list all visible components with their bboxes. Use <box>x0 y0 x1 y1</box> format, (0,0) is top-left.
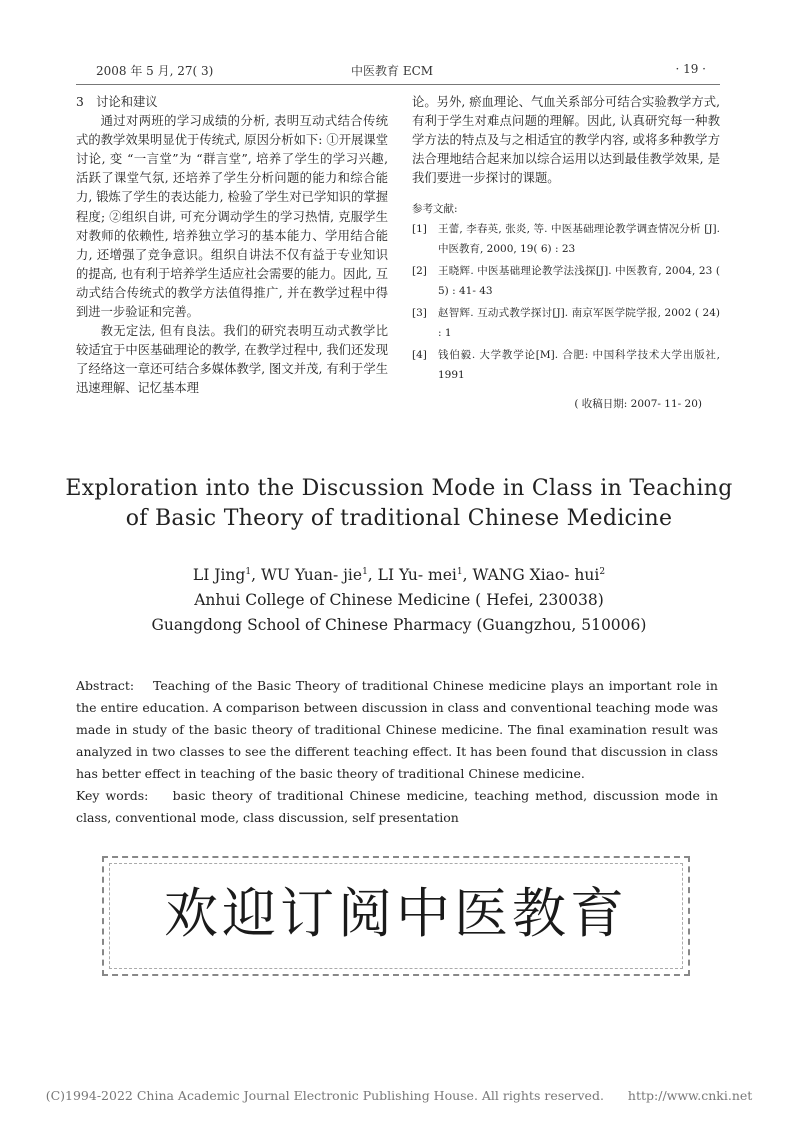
subscription-banner <box>102 856 690 976</box>
header-rule <box>76 84 720 85</box>
affiliation: Anhui College of Chinese Medicine ( Hefei, 230038) <box>194 591 604 610</box>
reference-number: [4] <box>412 349 427 362</box>
author-name: WANG Xiao- hui <box>472 566 600 585</box>
keywords <box>76 785 718 829</box>
abstract-label: Abstract: <box>76 678 135 693</box>
english-title <box>50 474 748 534</box>
author-name: LI Yu- mei <box>377 566 457 585</box>
english-title-line: of Basic Theory of traditional Chinese Medicine <box>125 506 673 531</box>
right-column <box>412 93 720 415</box>
english-title-line: Exploration into the Discussion Mode in Class in Teaching <box>65 476 733 501</box>
issue-date: 2008 年 5 月, 27( 3) <box>96 64 214 78</box>
reference-item <box>412 304 720 343</box>
abstract-block <box>76 675 718 829</box>
copyright-footer <box>0 1088 798 1103</box>
reference-text: 王晓辉. 中医基础理论教学法浅探[J]. 中医教育, 2004, 23 ( 5) : 41- 43 <box>438 265 720 297</box>
section-heading: 3 讨论和建议 <box>76 95 158 109</box>
author-block <box>50 560 748 638</box>
author-affiliation-mark: 1 <box>456 567 463 577</box>
author-separator: , <box>462 566 473 585</box>
running-header <box>96 62 706 80</box>
reference-number: [1] <box>412 223 427 236</box>
reference-number: [2] <box>412 265 427 278</box>
author-name: WU Yuan- jie <box>260 566 363 585</box>
body-paragraph: 教无定法, 但有良法。我们的研究表明互动式教学比较适宜于中医基础理论的教学, 在教学过程中, 我们还发现了经络这一章还可结合多媒体教学, 图文并茂, 有利于学生迅速理解、记忆基本理 <box>76 324 388 396</box>
body-paragraph: 通过对两班的学习成绩的分析, 表明互动式结合传统式的教学效果明显优于传统式, 原因分析如下: ①开展课堂讨论, 变 “一言堂”为 “群言堂”, 培养了学生的学习兴趣, 活跃了课堂气氛, 还培养了学生分析问题的能力和综合能力, 锻炼了学生的表达能力, 检验了学生对已学知识的掌握程度; ②组织自讲, 可充分调动学生的学习热情, 克服学生对教师的依赖性, 培养独立学习的基本能力、学用结合能力, 还增强了竞争意识。组织自讲法不仅有益于专业知识的提高, 也有利于培养学生适应社会需要的能力。因此, 互动式结合传统式的教学方法值得推广, 并在教学过程中得到进一步验证和完善。 <box>76 114 388 320</box>
references-heading: 参考文献: <box>412 203 458 216</box>
page-number: · 19 · <box>675 62 706 76</box>
cnki-link[interactable]: http://www.cnki.net <box>627 1088 753 1103</box>
abstract-text: Teaching of the Basic Theory of traditional Chinese medicine plays an important role in the entire education. A comparison between discussion in class and conventional teaching mode was made in study of the basic theory of traditional Chinese medicine. The final examination result was analyzed in two classes to see the different teaching effect. It has been found that discussion in class has better effect in teaching of the basic theory of traditional Chinese medicine. <box>76 678 718 781</box>
author-name: LI Jing <box>192 566 246 585</box>
body-paragraph-continued: 论。另外, 瘀血理论、气血关系部分可结合实验教学方式, 有利于学生对难点问题的理解。因此, 认真研究每一种教学方法的特点及与之相适宜的教学内容, 或将多种教学方法合理地结合起来加以综合运用以达到最佳教学效果, 是我们要进一步探讨的课题。 <box>412 95 720 186</box>
reference-item <box>412 220 720 259</box>
keywords-label: Key words: <box>76 788 149 803</box>
author-affiliation-mark: 1 <box>362 567 368 577</box>
author-list <box>50 560 748 588</box>
keywords-text: basic theory of traditional Chinese medicine, teaching method, discussion mode in class, conventional mode, class discussion, self presentation <box>76 788 718 825</box>
reference-text: 钱伯毅. 大学教学论[M]. 合肥: 中国科学技术大学出版社, 1991 <box>438 349 720 381</box>
copyright-text: (C)1994-2022 China Academic Journal Electronic Publishing House. All rights reserved. <box>45 1088 604 1103</box>
author-affiliation-mark: 1 <box>245 567 252 577</box>
reference-text: 王蕾, 李春英, 张炎, 等. 中医基础理论教学调查情况分析 [J]. 中医教育, 2000, 19( 6) : 23 <box>438 223 720 255</box>
reference-item <box>412 262 720 301</box>
banner-text: 欢迎订阅中医教育 <box>164 882 628 945</box>
affiliation: Guangdong School of Chinese Pharmacy (Guangzhou, 510006) <box>151 616 647 635</box>
received-date: ( 收稿日期: 2007- 11- 20) <box>574 398 702 411</box>
journal-name: 中医教育 ECM <box>351 64 434 78</box>
author-separator: , <box>251 566 261 585</box>
abstract <box>76 675 718 785</box>
author-affiliation-mark: 2 <box>599 567 606 577</box>
reference-item <box>412 346 720 385</box>
left-column <box>76 93 388 399</box>
reference-text: 赵智辉. 互动式教学探讨[J]. 南京军医学院学报, 2002 ( 24) : 1 <box>438 307 720 339</box>
author-separator: , <box>367 566 378 585</box>
reference-number: [3] <box>412 307 427 320</box>
